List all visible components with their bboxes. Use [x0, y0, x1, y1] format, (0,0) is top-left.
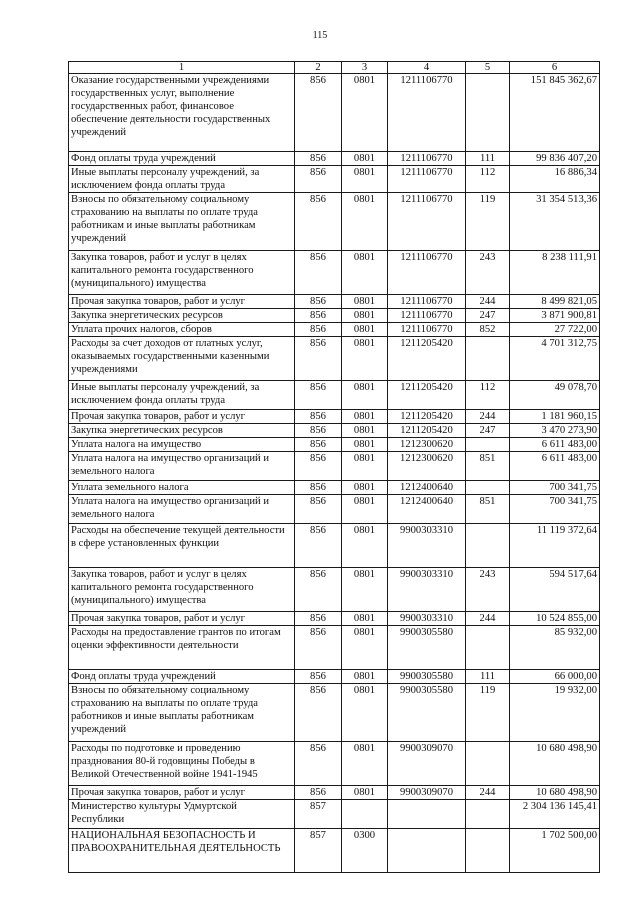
row-expense-type-cell: [466, 800, 510, 829]
row-section-code-cell: 0801: [342, 626, 388, 670]
row-expense-type-cell: 111: [466, 152, 510, 166]
table-row: [69, 495, 600, 524]
row-name-cell: Взносы по обязательному социальному страхованию на выплаты по оплате труда работникам и иные выплаты работникам учреждений: [69, 193, 295, 251]
row-expense-type-cell: 852: [466, 323, 510, 337]
table-row: [69, 309, 600, 323]
row-section-code-cell: 0801: [342, 670, 388, 684]
row-name-cell: Уплата земельного налога: [69, 481, 295, 495]
row-amount-cell: 151 845 362,67: [510, 74, 600, 152]
row-expense-type-cell: 243: [466, 251, 510, 295]
row-ministry-code-cell: 856: [295, 152, 342, 166]
row-ministry-code-cell: 856: [295, 742, 342, 786]
row-section-code-cell: 0801: [342, 612, 388, 626]
row-target-code-cell: 1212400640: [388, 495, 466, 524]
column-header: 1: [69, 62, 295, 74]
row-ministry-code-cell: 857: [295, 800, 342, 829]
row-target-code-cell: 1211106770: [388, 193, 466, 251]
row-expense-type-cell: 112: [466, 381, 510, 410]
row-section-code-cell: 0801: [342, 410, 388, 424]
row-name-cell: Расходы на предоставление грантов по итогам оценки эффективности деятельности: [69, 626, 295, 670]
row-target-code-cell: 9900309070: [388, 742, 466, 786]
row-ministry-code-cell: 856: [295, 481, 342, 495]
table-row: [69, 829, 600, 873]
row-section-code-cell: 0801: [342, 152, 388, 166]
table-row: [69, 684, 600, 742]
row-section-code-cell: 0801: [342, 568, 388, 612]
row-target-code-cell: 1211205420: [388, 381, 466, 410]
row-name-cell: Расходы на обеспечение текущей деятельности в сфере установленных функции: [69, 524, 295, 568]
row-target-code-cell: 9900305580: [388, 626, 466, 670]
row-name-cell: Закупка товаров, работ и услуг в целях капитального ремонта государственного (муниципального) имущества: [69, 568, 295, 612]
row-section-code-cell: 0801: [342, 323, 388, 337]
row-amount-cell: 8 499 821,05: [510, 295, 600, 309]
row-amount-cell: 1 702 500,00: [510, 829, 600, 873]
row-ministry-code-cell: 856: [295, 786, 342, 800]
table-row: [69, 74, 600, 152]
table-row: [69, 152, 600, 166]
row-ministry-code-cell: 856: [295, 410, 342, 424]
row-expense-type-cell: 243: [466, 568, 510, 612]
header-row: [69, 62, 600, 74]
row-ministry-code-cell: 856: [295, 670, 342, 684]
row-name-cell: Фонд оплаты труда учреждений: [69, 152, 295, 166]
row-amount-cell: 6 611 483,00: [510, 452, 600, 481]
row-section-code-cell: 0801: [342, 438, 388, 452]
row-expense-type-cell: 247: [466, 424, 510, 438]
row-target-code-cell: 9900303310: [388, 524, 466, 568]
row-section-code-cell: 0801: [342, 337, 388, 381]
column-header: 3: [342, 62, 388, 74]
row-ministry-code-cell: 856: [295, 74, 342, 152]
table-row: [69, 410, 600, 424]
row-expense-type-cell: [466, 524, 510, 568]
row-target-code-cell: 9900303310: [388, 568, 466, 612]
row-ministry-code-cell: 856: [295, 166, 342, 193]
table-row: [69, 323, 600, 337]
row-section-code-cell: 0801: [342, 524, 388, 568]
row-amount-cell: 3 871 900,81: [510, 309, 600, 323]
row-ministry-code-cell: 856: [295, 495, 342, 524]
column-header: 4: [388, 62, 466, 74]
row-target-code-cell: 1211106770: [388, 74, 466, 152]
row-ministry-code-cell: 856: [295, 626, 342, 670]
row-expense-type-cell: [466, 626, 510, 670]
table-row: [69, 452, 600, 481]
table-row: [69, 524, 600, 568]
row-section-code-cell: 0801: [342, 251, 388, 295]
row-ministry-code-cell: 856: [295, 251, 342, 295]
row-expense-type-cell: 111: [466, 670, 510, 684]
row-amount-cell: 31 354 513,36: [510, 193, 600, 251]
row-ministry-code-cell: 856: [295, 323, 342, 337]
row-name-cell: Взносы по обязательному социальному страхованию на выплаты по оплате труда работников и иные выплаты работникам учреждений: [69, 684, 295, 742]
table-row: [69, 438, 600, 452]
row-expense-type-cell: 119: [466, 193, 510, 251]
row-name-cell: НАЦИОНАЛЬНАЯ БЕЗОПАСНОСТЬ И ПРАВООХРАНИТЕЛЬНАЯ ДЕЯТЕЛЬНОСТЬ: [69, 829, 295, 873]
row-ministry-code-cell: 856: [295, 452, 342, 481]
table-row: [69, 670, 600, 684]
row-target-code-cell: 1211106770: [388, 251, 466, 295]
row-expense-type-cell: [466, 481, 510, 495]
row-section-code-cell: 0801: [342, 452, 388, 481]
row-name-cell: Уплата прочих налогов, сборов: [69, 323, 295, 337]
row-expense-type-cell: 244: [466, 410, 510, 424]
row-ministry-code-cell: 856: [295, 193, 342, 251]
table-row: [69, 800, 600, 829]
row-target-code-cell: 1212400640: [388, 481, 466, 495]
row-section-code-cell: 0801: [342, 381, 388, 410]
row-name-cell: Фонд оплаты труда учреждений: [69, 670, 295, 684]
column-header: 2: [295, 62, 342, 74]
row-name-cell: Прочая закупка товаров, работ и услуг: [69, 295, 295, 309]
table-row: [69, 626, 600, 670]
row-expense-type-cell: 244: [466, 612, 510, 626]
row-amount-cell: 66 000,00: [510, 670, 600, 684]
budget-table: [68, 61, 600, 873]
row-amount-cell: 10 680 498,90: [510, 742, 600, 786]
row-expense-type-cell: 244: [466, 786, 510, 800]
row-section-code-cell: 0801: [342, 295, 388, 309]
row-target-code-cell: 9900303310: [388, 612, 466, 626]
row-ministry-code-cell: 856: [295, 568, 342, 612]
row-name-cell: Расходы по подготовке и проведению празднования 80-й годовщины Победы в Великой Отечественной войне 1941-1945: [69, 742, 295, 786]
row-ministry-code-cell: 856: [295, 337, 342, 381]
row-name-cell: Закупка товаров, работ и услуг в целях капитального ремонта государственного (муниципального) имущества: [69, 251, 295, 295]
row-name-cell: Прочая закупка товаров, работ и услуг: [69, 786, 295, 800]
table-row: [69, 337, 600, 381]
row-amount-cell: 99 836 407,20: [510, 152, 600, 166]
row-target-code-cell: 9900305580: [388, 670, 466, 684]
row-expense-type-cell: [466, 742, 510, 786]
table-row: [69, 481, 600, 495]
row-amount-cell: 10 680 498,90: [510, 786, 600, 800]
row-name-cell: Уплата налога на имущество: [69, 438, 295, 452]
table-row: [69, 166, 600, 193]
table-row: [69, 193, 600, 251]
row-target-code-cell: [388, 829, 466, 873]
table-row: [69, 251, 600, 295]
table-row: [69, 295, 600, 309]
table-row: [69, 742, 600, 786]
row-amount-cell: 4 701 312,75: [510, 337, 600, 381]
row-target-code-cell: 1211106770: [388, 166, 466, 193]
row-target-code-cell: 1211106770: [388, 323, 466, 337]
row-target-code-cell: [388, 800, 466, 829]
table-row: [69, 786, 600, 800]
row-amount-cell: 16 886,34: [510, 166, 600, 193]
row-name-cell: Иные выплаты персоналу учреждений, за исключением фонда оплаты труда: [69, 166, 295, 193]
table-body: [69, 74, 600, 873]
row-amount-cell: 700 341,75: [510, 495, 600, 524]
row-section-code-cell: 0801: [342, 684, 388, 742]
row-target-code-cell: 9900309070: [388, 786, 466, 800]
row-ministry-code-cell: 856: [295, 438, 342, 452]
row-name-cell: Иные выплаты персоналу учреждений, за исключением фонда оплаты труда: [69, 381, 295, 410]
row-name-cell: Прочая закупка товаров, работ и услуг: [69, 410, 295, 424]
row-amount-cell: 594 517,64: [510, 568, 600, 612]
row-expense-type-cell: [466, 74, 510, 152]
row-target-code-cell: 1212300620: [388, 438, 466, 452]
row-amount-cell: 19 932,00: [510, 684, 600, 742]
row-section-code-cell: 0801: [342, 74, 388, 152]
table-row: [69, 381, 600, 410]
row-amount-cell: 6 611 483,00: [510, 438, 600, 452]
row-expense-type-cell: 851: [466, 495, 510, 524]
row-target-code-cell: 1211205420: [388, 410, 466, 424]
row-target-code-cell: 9900305580: [388, 684, 466, 742]
row-ministry-code-cell: 857: [295, 829, 342, 873]
row-name-cell: Расходы за счет доходов от платных услуг, оказываемых государственными казенными учреждениями: [69, 337, 295, 381]
row-ministry-code-cell: 856: [295, 612, 342, 626]
row-expense-type-cell: [466, 829, 510, 873]
row-amount-cell: 27 722,00: [510, 323, 600, 337]
row-section-code-cell: 0801: [342, 309, 388, 323]
column-header: 6: [510, 62, 600, 74]
row-expense-type-cell: 119: [466, 684, 510, 742]
row-amount-cell: 11 119 372,64: [510, 524, 600, 568]
row-expense-type-cell: 247: [466, 309, 510, 323]
row-expense-type-cell: [466, 438, 510, 452]
row-name-cell: Прочая закупка товаров, работ и услуг: [69, 612, 295, 626]
row-ministry-code-cell: 856: [295, 381, 342, 410]
page-number: 115: [312, 30, 328, 41]
row-amount-cell: 2 304 136 145,41: [510, 800, 600, 829]
row-name-cell: Министерство культуры Удмуртской Республики: [69, 800, 295, 829]
row-target-code-cell: 1211205420: [388, 424, 466, 438]
row-ministry-code-cell: 856: [295, 524, 342, 568]
row-amount-cell: 49 078,70: [510, 381, 600, 410]
row-expense-type-cell: 244: [466, 295, 510, 309]
row-ministry-code-cell: 856: [295, 424, 342, 438]
table-row: [69, 612, 600, 626]
row-name-cell: Закупка энергетических ресурсов: [69, 424, 295, 438]
row-expense-type-cell: 112: [466, 166, 510, 193]
row-target-code-cell: 1211106770: [388, 152, 466, 166]
row-amount-cell: 1 181 960,15: [510, 410, 600, 424]
row-section-code-cell: 0801: [342, 786, 388, 800]
row-ministry-code-cell: 856: [295, 684, 342, 742]
row-section-code-cell: [342, 800, 388, 829]
row-amount-cell: 85 932,00: [510, 626, 600, 670]
row-target-code-cell: 1211106770: [388, 295, 466, 309]
row-target-code-cell: 1211205420: [388, 337, 466, 381]
row-amount-cell: 3 470 273,90: [510, 424, 600, 438]
row-name-cell: Уплата налога на имущество организаций и земельного налога: [69, 495, 295, 524]
row-name-cell: Оказание государственными учреждениями государственных услуг, выполнение государственных работ, финансовое обеспечение деятельности государственных учреждений: [69, 74, 295, 152]
row-section-code-cell: 0801: [342, 193, 388, 251]
row-amount-cell: 10 524 855,00: [510, 612, 600, 626]
row-section-code-cell: 0300: [342, 829, 388, 873]
row-section-code-cell: 0801: [342, 495, 388, 524]
row-expense-type-cell: [466, 337, 510, 381]
table-row: [69, 568, 600, 612]
row-section-code-cell: 0801: [342, 742, 388, 786]
row-amount-cell: 700 341,75: [510, 481, 600, 495]
row-ministry-code-cell: 856: [295, 309, 342, 323]
row-expense-type-cell: 851: [466, 452, 510, 481]
row-section-code-cell: 0801: [342, 424, 388, 438]
row-section-code-cell: 0801: [342, 481, 388, 495]
row-target-code-cell: 1212300620: [388, 452, 466, 481]
table-row: [69, 424, 600, 438]
row-target-code-cell: 1211106770: [388, 309, 466, 323]
row-name-cell: Уплата налога на имущество организаций и земельного налога: [69, 452, 295, 481]
row-section-code-cell: 0801: [342, 166, 388, 193]
row-amount-cell: 8 238 111,91: [510, 251, 600, 295]
column-header: 5: [466, 62, 510, 74]
row-ministry-code-cell: 856: [295, 295, 342, 309]
row-name-cell: Закупка энергетических ресурсов: [69, 309, 295, 323]
